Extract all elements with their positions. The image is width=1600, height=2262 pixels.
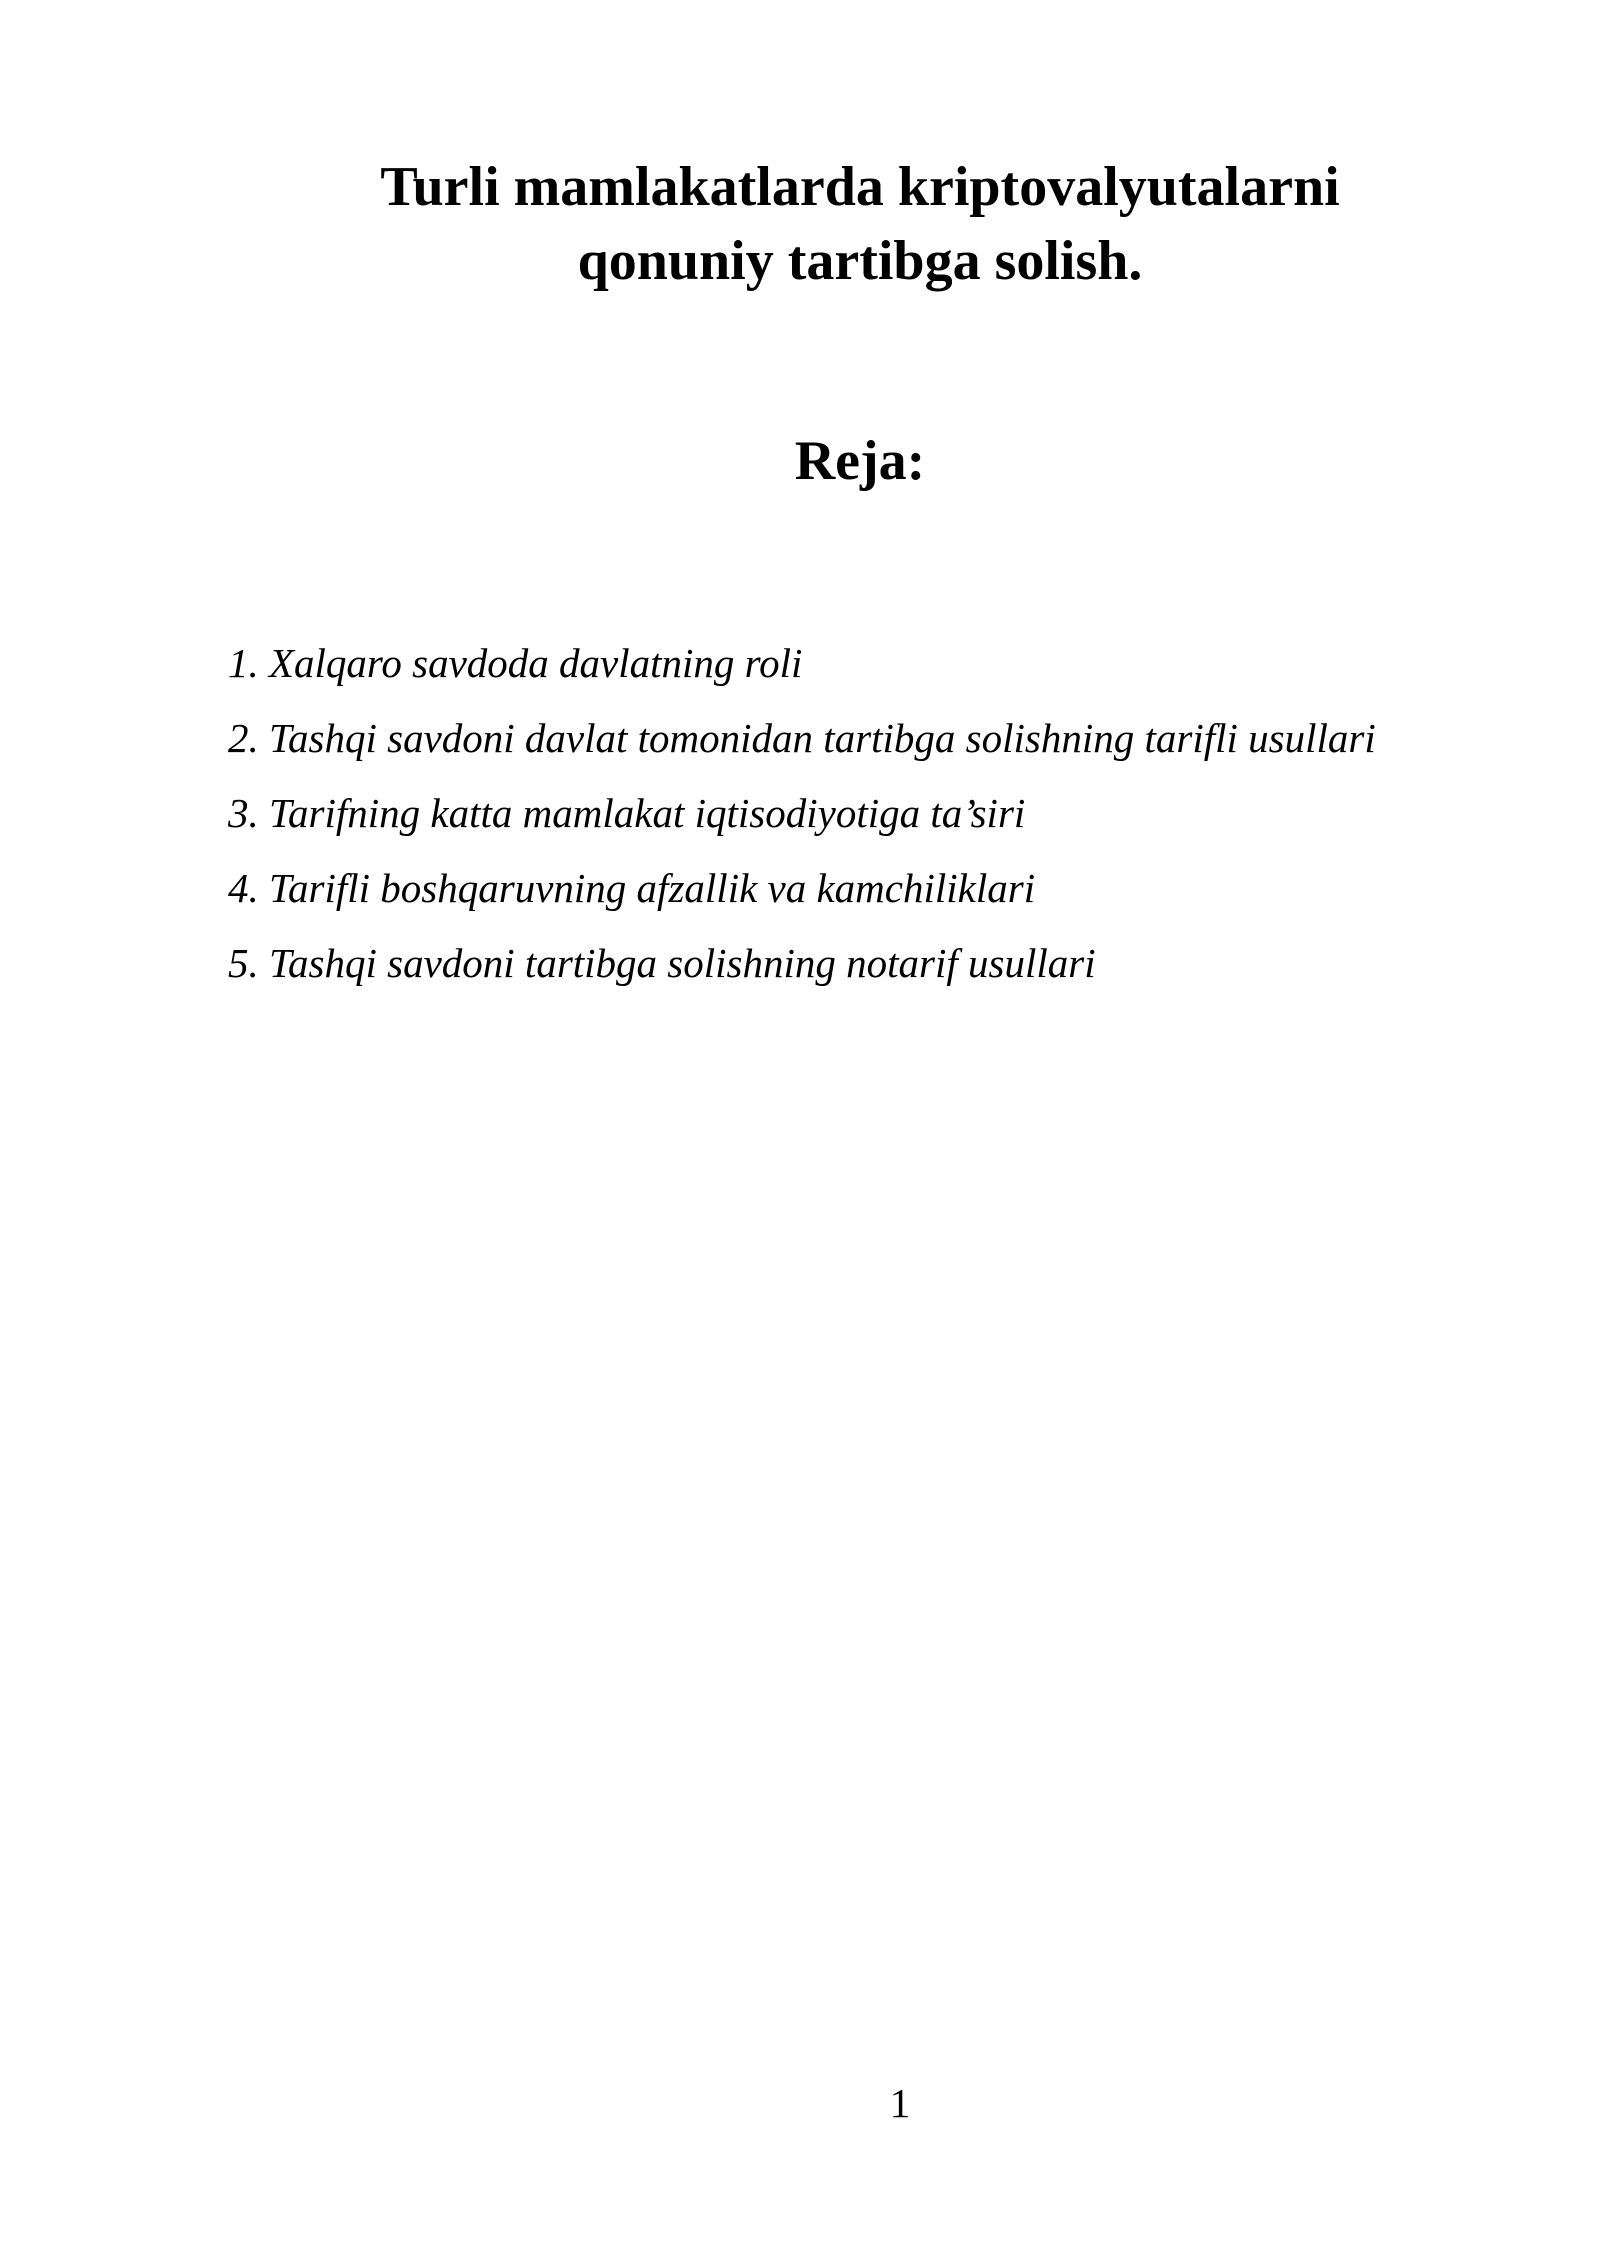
plan-item: 3. Tarifning katta mamlakat iqtisodiyotiga ta’siri [228,790,1026,836]
plan-list [228,626,1376,1001]
plan-item: 5. Tashqi savdoni tartibga solishning notarif usullari [228,940,1096,986]
plan-item: 2. Tashqi savdoni davlat tomonidan tartibga solishning tarifli usullari [228,715,1376,761]
document-title-line: Turli mamlakatlarda kriptovalyutalarni [380,156,1340,218]
plan-item: 1. Xalqaro savdoda davlatning roli [228,640,803,686]
document-title [200,150,1520,298]
page-number: 1 [889,2080,911,2126]
plan-heading: Reja: [794,430,926,492]
document-title-line: qonuniy tartibga solish. [577,230,1143,292]
plan-item: 4. Tarifli boshqaruvning afzallik va kamchiliklari [228,865,1036,911]
